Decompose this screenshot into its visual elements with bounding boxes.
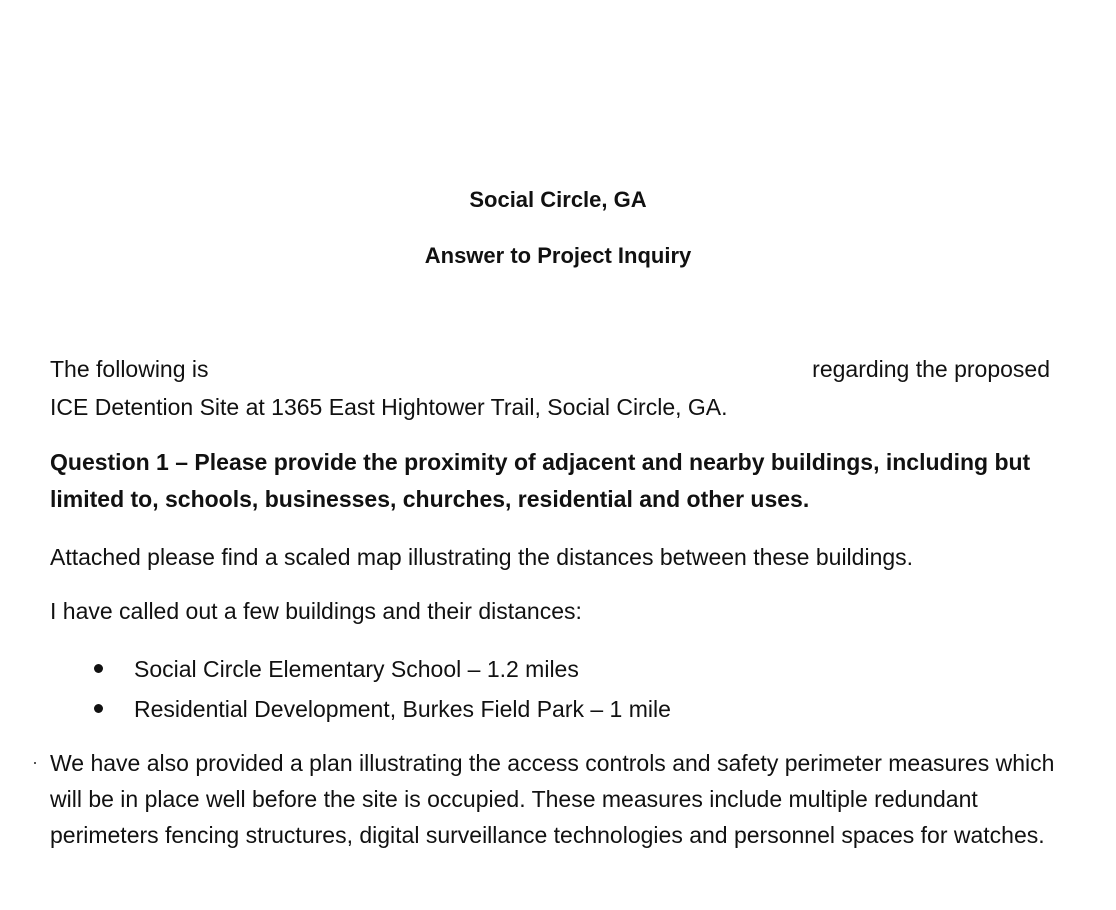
list-item: [94, 689, 671, 729]
scan-speck: [34, 762, 36, 764]
intro-line-2: ICE Detention Site at 1365 East Hightower Trail, Social Circle, GA.: [50, 394, 728, 420]
list-item-text: Social Circle Elementary School – 1.2 miles: [134, 656, 579, 682]
document-subtitle: Answer to Project Inquiry: [424, 243, 692, 268]
intro-left-text: The following is: [50, 356, 209, 382]
attached-paragraph: Attached please find a scaled map illustrating the distances between these buildings.: [50, 544, 914, 570]
question-1-heading: Question 1 – Please provide the proximity of adjacent and nearby buildings, including but limited to, schools, businesses, churches, residential and other uses.: [50, 449, 1031, 512]
list-item-text: Residential Development, Burkes Field Park – 1 mile: [134, 696, 671, 722]
list-item: [94, 649, 671, 689]
bullet-icon: [94, 664, 103, 673]
bullet-icon: [94, 704, 103, 713]
intro-line: [50, 351, 1050, 387]
closing-paragraph: We have also provided a plan illustrating the access controls and safety perimeter measures which will be in place well before the site is occupied. These measures include multiple redundant perimeters fencing structures, digital surveillance technologies and personnel spaces for watches.: [50, 750, 1055, 848]
intro-right-text: regarding the proposed: [812, 356, 1050, 382]
called-out-paragraph: I have called out a few buildings and their distances:: [50, 598, 582, 624]
document-title: Social Circle, GA: [469, 187, 647, 212]
distance-list: [94, 649, 671, 729]
